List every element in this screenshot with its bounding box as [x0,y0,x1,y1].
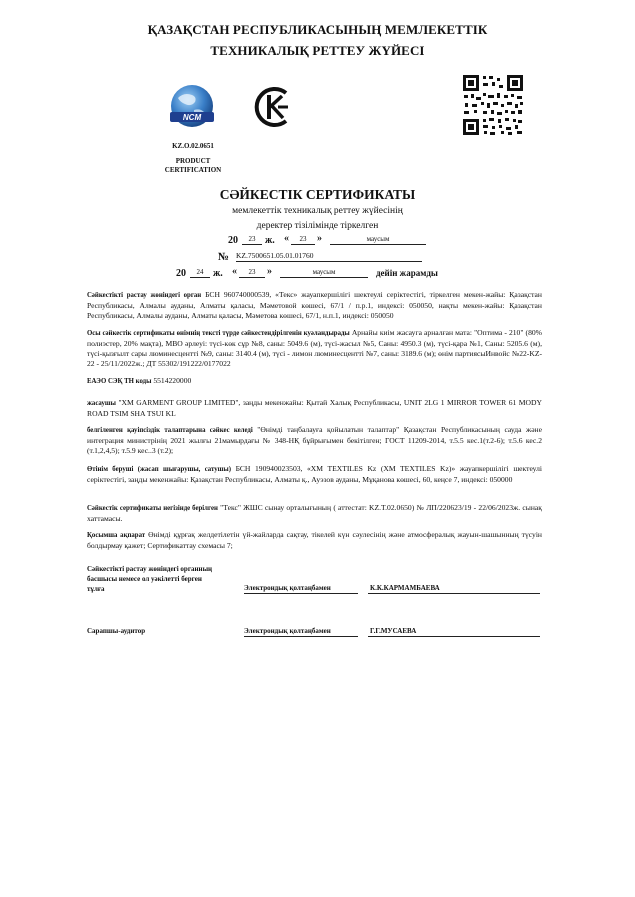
section-tnved [87,376,542,387]
head-sign-caption: Электрондық қолтаңбамен [244,584,331,592]
requirements-label: белгіленген қауіпсіздік талаптарына сәйкес келеді [87,427,253,434]
section-product [87,328,542,369]
ncm-logo-text: NCM [182,113,202,122]
expert-label: Сарапшы-аудитор [87,627,146,635]
header-line-2: ТЕХНИКАЛЫҚ РЕТТЕУ ЖҮЙЕСІ [210,43,425,58]
section-extra-info [87,530,542,551]
product-cert-line2: CERTIFICATION [164,166,222,174]
valid-year-prefix: 20 [176,268,186,279]
section-manufacturer [87,398,542,419]
expert-name: Г.Г.МУСАЕВА [370,627,417,635]
reg-year-suffix: ж. [265,235,275,246]
head-signatory-label [87,564,247,594]
section-applicant [87,464,542,485]
valid-year-suffix: ж. [213,268,223,279]
valid-month: маусым [280,267,368,278]
tnved-label: ЕАЭО СЭҚ ТН коды [87,378,152,385]
extra-info-text: Өнімді құрғақ желдетілетін үй-жайларда сақтау, тікелей күн сәулесінің және атмосфералық жауын-шашынның түсуін болдырмау қажет; Сертификаттау схемасы 7; [87,530,542,550]
head-sign-line [244,593,358,594]
reg-month: маусым [330,234,426,245]
basis-label: Сәйкестік сертификаты негізінде берілген [87,505,218,512]
manufacturer-text: "XM GARMENT GROUP LIMITED", заңды мекенжайы: Қытай Халық Республикасы, UNIT 2LG 1 MIRROR TOWER 61 MODY ROAD TSIM SHA TSUI KL [87,398,542,418]
head-label-line-1: Сәйкестікті растау жөніндегі органның [87,565,213,573]
product-text: Арнайы киім жасауга арналған мата: "Оптима - 210" (80% полиэстер, 20% мақта), МВО әрлеуі: түсі-көк сұр №8, саны: 5049.6 (м), түсі-жасыл №5, Саны: 4950.3 (м), түсі-қара №1, Саны: 5205.6 (м), түсі-қызғылт сары люминесцентті №9, саны: 3140.4 (м), түсі - лимон люминесцентті №7, саны: 3189.6 (м); өнім партиясыИнвойс №22-KZ-22 - 25/11/2022ж.; ДТ 55302/191222/0177022 [87,328,543,368]
product-label: Осы сәйкестік сертификаты өнімнің тексті түрде сәйкестендірілгенін куәландырады [87,330,350,337]
certification-body-label: Сәйкестікті растау жөніндегі орган [87,292,202,299]
expert-name-line [368,636,540,637]
head-name-line [368,593,540,594]
valid-day: 23 [239,267,265,278]
tnved-code: 5514220000 [153,376,192,385]
certificate-title: СӘЙКЕСТІК СЕРТИФИКАТЫ [219,187,416,202]
ncm-logo [166,84,218,132]
section-certification-body [87,290,542,321]
basis-text: "Текс" ЖШС сынау орталығының ( аттестат: KZ.T.02.0650) № ЛП/220623/19 - 22/06/2023ж. сынақ хаттамасы. [87,503,542,523]
certificate-subtitle-2: деректер тізілімінде тіркелген [256,221,379,231]
product-cert-line1: PRODUCT [175,157,211,165]
kz-mark-icon [250,84,296,130]
kz-conformity-mark [250,84,296,130]
registration-date: 20 23 ж. « 23 » маусым [228,234,428,248]
expert-sign-line [244,636,358,637]
applicant-text: БСН 190940023503, «XM TEXTILES Kz (XM TEXTILES Kz)» жауапкершілігі шектеулі серіктестігі, заңды мекенжайы: Қазақстан Республикасы, Алматы қ., Ауэзов ауданы, Мұқанова көшесі, 60, кеңсе 7, индексі: 050000 [87,464,543,484]
reg-day: 23 [291,234,315,245]
certificate-subtitle-1: мемлекеттік техникалық реттеу жүйесінің [232,206,403,216]
reg-year-prefix: 20 [228,235,238,246]
head-label-line-2: басшысы немесе ол уәкілетті берген [87,575,202,583]
reg-year: 23 [242,234,262,245]
section-requirements [87,425,542,456]
validity-date: 20 24 ж. « 23 » маусым дейін жарамды [176,266,438,279]
qr-code [461,73,525,137]
manufacturer-label: жасаушы [87,400,116,407]
head-label-line-3: тұлға [87,585,105,593]
certificate-number: KZ.7500651.05.01.01760 [236,251,422,262]
requirements-text: "Өнімді таңбалауға қойылатын талаптар" Қазақстан Республикасының сауда және интеграция министрінің 2021 жылғы 21мамырдағы № 348-НҚ бұйрығымен бекітілген; ГОСТ 11209-2014, т.5.5 кес.1(т.2-6); т.5.6 кес.2 (т.1,2,4,5); т.5.9 кес..3 (т.2); [87,425,542,455]
valid-suffix: дейін жарамды [376,268,438,278]
globe-logo-icon [166,84,218,132]
valid-year: 24 [190,267,210,278]
certification-body-text: БСН 960740000539, «Текс» жауапкершілігі шектеулі серіктестігі, тіркелген мекен-жайы: Қазақстан Республикасы, Алмалы ауданы, Алматы қаласы, Мәметовой көшесі, 67/1 / п.р.1, индексі: 050050, нақты мекен-жайы: Қазақстан Республикасы, Алмалы ауданы, Алматы қаласы, Мәметова көшесі, 67/1, н.п.1, индексі: 050050 [87,290,542,320]
number-label: № [218,251,230,263]
accreditation-code: KZ.O.02.0651 [172,142,214,150]
qr-code-icon [461,73,525,137]
header-line-1: ҚАЗАҚСТАН РЕСПУБЛИКАСЫНЫҢ МЕМЛЕКЕТТІК [147,22,488,37]
extra-info-label: Қосымша ақпарат [87,532,146,539]
section-basis [87,503,542,524]
applicant-label: Өтінім беруші (жасап шығарушы, сатушы) [87,466,231,473]
head-name: К.К.КАРМАМБАЕВА [370,584,440,592]
expert-sign-caption: Электрондық қолтаңбамен [244,627,331,635]
